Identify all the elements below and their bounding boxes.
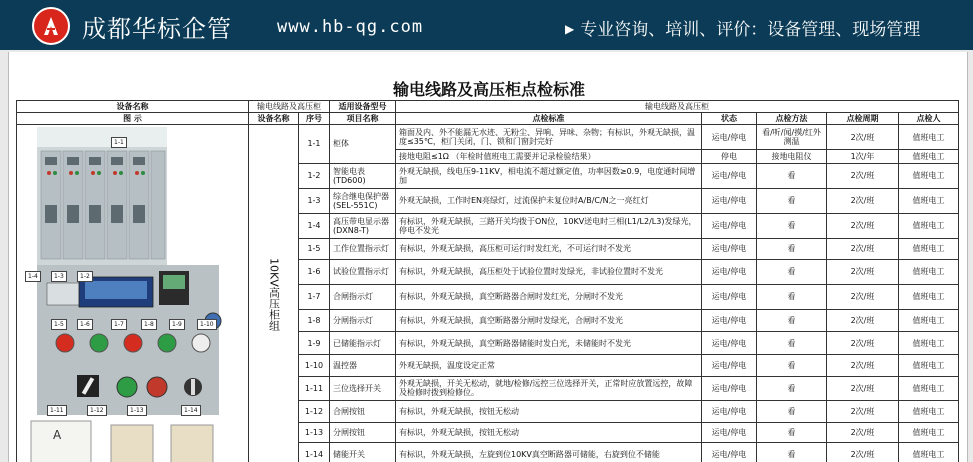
equipment-row	[17, 101, 959, 113]
standard-cell: 箱面及内、外不能漏无水迹、无粉尘、异响、异味、杂物；有标识，外观无缺损，温度≤35℃，柜门关闭，门、锁和门窗封完好	[396, 125, 702, 150]
standard-cell: 有标识，外观无缺损，三路开关均拨于ON位，10KV送电时三相(L1/L2/L3)发绿光，停电不发光	[396, 213, 702, 238]
cycle-cell: 2次/班	[827, 259, 899, 284]
method-cell: 看	[757, 376, 827, 400]
state-cell: 运电/停电	[702, 284, 757, 309]
standard-cell: 外观无缺损，温度设定正常	[396, 355, 702, 377]
cycle-cell: 2次/班	[827, 443, 899, 462]
item-cell: 三位选择开关	[330, 376, 396, 400]
method-cell: 看/听/闻/摸/红外测温	[757, 125, 827, 150]
method-cell: 看	[757, 400, 827, 422]
seq-cell: 1-12	[299, 400, 330, 422]
state-cell: 运电/停电	[702, 213, 757, 238]
company-url: www.hb-qg.com	[277, 17, 424, 37]
cycle-cell: 2次/班	[827, 332, 899, 355]
seq-cell: 1-10	[299, 355, 330, 377]
state-cell: 运电/停电	[702, 422, 757, 443]
standard-cell: 外观无缺损，开关无松动，就地/检修/远控三位选择开关，正常时应放置远控，故障及检修时拨到检修位。	[396, 376, 702, 400]
equipment-name-value: 输电线路及高压柜	[249, 101, 330, 113]
seq-cell: 1-11	[299, 376, 330, 400]
seq-cell: 1-3	[299, 188, 330, 213]
cycle-cell: 2次/班	[827, 213, 899, 238]
cycle-cell: 2次/班	[827, 309, 899, 332]
photo-callout-label: 1-11	[47, 405, 67, 416]
company-logo	[32, 7, 70, 45]
cycle-cell: 2次/班	[827, 422, 899, 443]
standard-cell: 有标识，外观无缺损，左旋到位10KV真空断路器可储能，右旋到位不储能	[396, 443, 702, 462]
photo-callout-label: 1-3	[51, 271, 67, 282]
seq-cell: 1-6	[299, 259, 330, 284]
cycle-cell: 1次/年	[827, 150, 899, 164]
inspector-cell: 值班电工	[899, 125, 959, 150]
photo-callout-label: 1-13	[127, 405, 147, 416]
cycle-cell: 2次/班	[827, 238, 899, 259]
header-inspector: 点检人	[899, 113, 959, 125]
method-cell: 看	[757, 238, 827, 259]
method-cell: 看	[757, 259, 827, 284]
header-cycle: 点检周期	[827, 113, 899, 125]
item-cell: 合闸按钮	[330, 400, 396, 422]
photo-callout-label: 1-5	[51, 319, 67, 330]
inspector-cell: 值班电工	[899, 213, 959, 238]
illustration-photos	[17, 125, 248, 462]
group-name: 10KV高压柜组	[267, 257, 281, 331]
inspector-cell: 值班电工	[899, 163, 959, 188]
inspector-cell: 值班电工	[899, 355, 959, 377]
arrow-right-icon: ▶	[565, 22, 575, 36]
cycle-cell: 2次/班	[827, 188, 899, 213]
photo-callout-label: 1-12	[87, 405, 107, 416]
seq-cell: 1-4	[299, 213, 330, 238]
photo-callout-label: 1-7	[111, 319, 127, 330]
tagline-text: 专业咨询、培训、评价：设备管理、现场管理	[580, 20, 921, 40]
group-name-cell	[249, 125, 299, 462]
item-cell: 分闸按钮	[330, 422, 396, 443]
method-cell: 看	[757, 443, 827, 462]
method-cell: 看	[757, 422, 827, 443]
photo-callout-label: 1-1	[111, 137, 127, 148]
method-cell: 看	[757, 188, 827, 213]
applicable-model-value: 输电线路及高压柜	[396, 101, 959, 113]
standard-cell: 有标识，外观无缺损，按钮无松动	[396, 400, 702, 422]
inspector-cell: 值班电工	[899, 259, 959, 284]
method-cell: 看	[757, 284, 827, 309]
standard-cell: 接地电阻≤1Ω （年检时值班电工需要并记录检验结果）	[396, 150, 702, 164]
standard-cell: 有标识，外观无缺损，高压柜处于试验位置时发绿光，非试验位置时不发光	[396, 259, 702, 284]
cycle-cell: 2次/班	[827, 376, 899, 400]
item-cell: 合闸指示灯	[330, 284, 396, 309]
inspector-cell: 值班电工	[899, 400, 959, 422]
photo-callout-label: 1-10	[197, 319, 217, 330]
item-cell: 试验位置指示灯	[330, 259, 396, 284]
header-banner	[0, 0, 973, 50]
inspector-cell: 值班电工	[899, 150, 959, 164]
method-cell: 接地电阻仪	[757, 150, 827, 164]
photo-callout-label: 1-9	[169, 319, 185, 330]
header-seq: 序号	[299, 113, 330, 125]
company-name: 成都华标企管	[82, 15, 232, 43]
seq-cell: 1-9	[299, 332, 330, 355]
equipment-name-label: 设备名称	[17, 101, 249, 113]
cycle-cell: 2次/班	[827, 163, 899, 188]
standard-cell: 外观无缺损，线电压9-11KV，相电流不超过额定值，功率因数≥0.9，电度通时间增加	[396, 163, 702, 188]
item-cell: 分闸指示灯	[330, 309, 396, 332]
standard-cell: 外观无缺损，工作时EN亮绿灯，过流保护未复位时A/B/C/N之一亮红灯	[396, 188, 702, 213]
seq-cell: 1-2	[299, 163, 330, 188]
document-sheet	[8, 52, 968, 462]
item-cell: 已储能指示灯	[330, 332, 396, 355]
header-standard: 点检标准	[396, 113, 702, 125]
state-cell: 运电/停电	[702, 188, 757, 213]
state-cell: 运电/停电	[702, 443, 757, 462]
illustration-cell	[17, 125, 249, 462]
state-cell: 运电/停电	[702, 376, 757, 400]
standard-cell: 有标识，外观无缺损，真空断路器储能时发白光，未储能时不发光	[396, 332, 702, 355]
standard-cell: 有标识，外观无缺损，按钮无松动	[396, 422, 702, 443]
method-cell: 看	[757, 163, 827, 188]
seq-cell: 1-13	[299, 422, 330, 443]
standard-cell: 有标识，外观无缺损，真空断路器合闸时发红光，分闸时不发光	[396, 284, 702, 309]
standard-cell: 有标识，外观无缺损，高压柜可运行时发红光，不可运行时不发光	[396, 238, 702, 259]
photo-callout-label: 1-14	[181, 405, 201, 416]
photo-callout-label: 1-8	[141, 319, 157, 330]
state-cell: 运电/停电	[702, 332, 757, 355]
seq-cell: 1-5	[299, 238, 330, 259]
item-cell: 工作位置指示灯	[330, 238, 396, 259]
item-cell: 储能开关	[330, 443, 396, 462]
state-cell: 运电/停电	[702, 309, 757, 332]
seq-cell: 1-7	[299, 284, 330, 309]
state-cell: 运电/停电	[702, 259, 757, 284]
header-method: 点检方法	[757, 113, 827, 125]
inspector-cell: 值班电工	[899, 284, 959, 309]
item-cell: 高压带电显示器(DXN8-T)	[330, 213, 396, 238]
method-cell: 看	[757, 309, 827, 332]
inspector-cell: 值班电工	[899, 376, 959, 400]
table-row	[17, 125, 959, 150]
state-cell: 运电/停电	[702, 238, 757, 259]
state-cell: 运电/停电	[702, 125, 757, 150]
photo-callout-label: 1-4	[25, 271, 41, 282]
inspector-cell: 值班电工	[899, 332, 959, 355]
inspector-cell: 值班电工	[899, 309, 959, 332]
method-cell: 看	[757, 213, 827, 238]
cycle-cell: 2次/班	[827, 400, 899, 422]
item-cell: 温控器	[330, 355, 396, 377]
state-cell: 运电/停电	[702, 163, 757, 188]
cycle-cell: 2次/班	[827, 355, 899, 377]
column-header-row	[17, 113, 959, 125]
cycle-cell: 2次/班	[827, 284, 899, 309]
page-title: 输电线路及高压柜点检标准	[392, 80, 585, 99]
svg-text:A: A	[53, 428, 62, 442]
method-cell: 看	[757, 332, 827, 355]
header-item: 项目名称	[330, 113, 396, 125]
photo-callout-label: 1-6	[77, 319, 93, 330]
standard-cell: 有标识，外观无缺损，真空断路器分闸时发绿光，合闸时不发光	[396, 309, 702, 332]
photo-callout-label: 1-2	[77, 271, 93, 282]
state-cell: 停电	[702, 150, 757, 164]
item-cell: 智能电表(TD600)	[330, 163, 396, 188]
method-cell: 看	[757, 355, 827, 377]
inspection-standard-table	[16, 100, 959, 462]
inspector-cell: 值班电工	[899, 443, 959, 462]
inspector-cell: 值班电工	[899, 422, 959, 443]
item-cell: 综合继电保护器(SEL-551C)	[330, 188, 396, 213]
item-cell: 柜体	[330, 125, 396, 164]
header-illustration: 图 示	[17, 113, 249, 125]
seq-cell: 1-14	[299, 443, 330, 462]
state-cell: 运电/停电	[702, 355, 757, 377]
cycle-cell: 2次/班	[827, 125, 899, 150]
applicable-model-label: 适用设备型号	[330, 101, 396, 113]
state-cell: 运电/停电	[702, 400, 757, 422]
inspector-cell: 值班电工	[899, 188, 959, 213]
seq-cell: 1-1	[299, 125, 330, 164]
inspector-cell: 值班电工	[899, 238, 959, 259]
header-equipment-name: 设备名称	[249, 113, 299, 125]
tagline	[565, 15, 920, 40]
header-state: 状态	[702, 113, 757, 125]
seq-cell: 1-8	[299, 309, 330, 332]
